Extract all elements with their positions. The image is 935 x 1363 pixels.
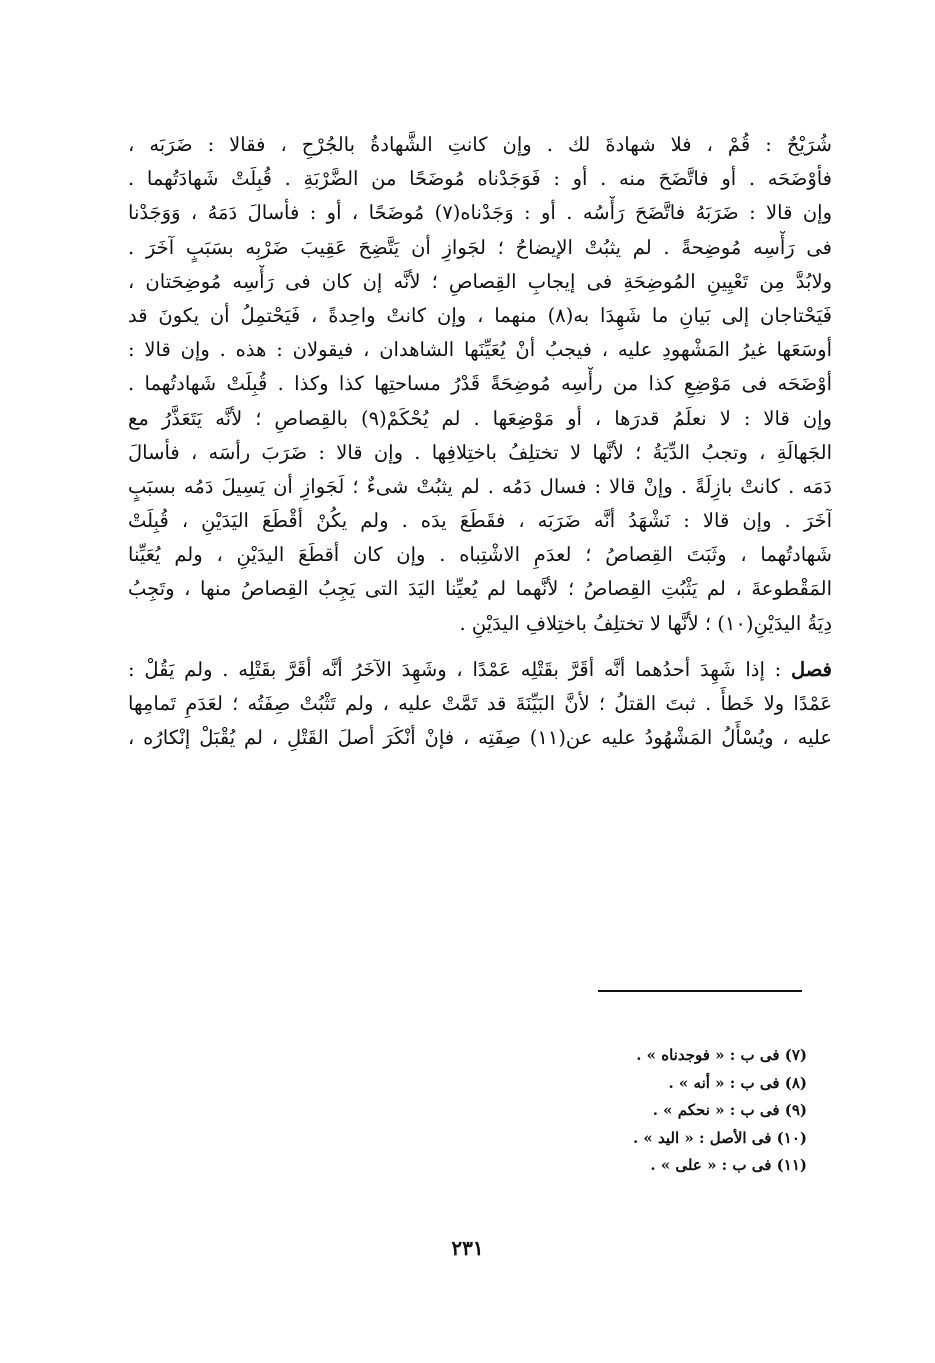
paragraph-2 xyxy=(128,653,832,756)
text-line: فأوْضَحَه . أو فاتَّضَحَ منه . أو : فَوَجَدْناه مُوضَحًا من الضَّرْبَةِ . قُبِلَتْ شَهادَتُهما . xyxy=(128,167,832,191)
text-line: دِيَةُ اليدَيْنِ(١٠) ؛ لأنَّها لا تختلِفُ باختِلافِ اليدَيْنِ . xyxy=(459,611,832,635)
footnote: (١١) فى ب : « على » . xyxy=(650,1156,807,1174)
text-line: آخَرَ . وإن قالا : نَشْهَدُ أنَّه ضَرَبَه ، فقَطَعَ يدَه . ولم يكُنْ أقْطَعَ اليَدَيْنِ ، قُبِلَتْ xyxy=(128,509,832,533)
footnote: (٩) فى ب : « نحكم » . xyxy=(652,1101,807,1119)
text-line: عليه ، ويُسْأَلُ المَشْهُودُ عليه عن(١١) صِفَتِه ، فإنْ أنْكَرَ أصلَ القَتْلِ ، لم يُقْبَلْ إنْكارُه ، xyxy=(128,726,832,750)
footnote: (٧) فى ب : « فوجدناه » . xyxy=(636,1046,807,1064)
paragraph-gap xyxy=(128,641,832,653)
text-line: فى رَأْسِه مُوضِحةً . لم يثبُتْ الإيضاحُ ؛ لجَوازِ أن يَتَّضِحَ عَقِيبَ ضَرْبِه بسَبَبٍ آخَرَ . xyxy=(128,235,832,259)
text-line: وإن قالا : ضَرَبَهُ فاتَّضَحَ رَأْسُه . أو : وَجَدْناه(٧) مُوضَحًا ، أو : فأسالَ دَمَهُ ، وَوَجَدْنا xyxy=(128,201,832,225)
footnote: (١٠) فى الأصل : « اليد » . xyxy=(632,1128,807,1147)
text-line-content: : إذا شَهِدَ أحدُهما أنَّه أقَرَّ بقَتْلِه عَمْدًا ، وشَهِدَ الآخَرُ أنَّه أقَرَّ بقَتْلِه . ولم يَقُلْ : xyxy=(128,657,782,681)
text-line: وإن قالا : لا نعلَمُ قدرَها ، أو مَوْضِعَها . لم يُحْكَمْ(٩) بالقِصاصِ ؛ لأنَّه يَتَعَذَّرُ مع xyxy=(128,406,832,430)
text-line: عَمْدًا ولا خَطأً . ثبتَ القتلُ ؛ لأنَّ البَيِّنَةَ قد تَمَّتْ عليه ، ولم تَثْبُتْ صِفَتُه ؛ لعَدَمِ تَمامِها xyxy=(128,692,832,715)
text-line: ولابُدَّ مِن تَعْيِينِ المُوضِحَةِ فى إيجابِ القِصاصِ ؛ لأنَّه إن كان فى رَأْسِه مُوضِحَتان ، xyxy=(128,269,832,293)
text-line: دَمَه . كانتْ بازِلَةً . وإنْ قالا : فسال دَمُه . لم يثبُتْ شىءٌ ؛ لَجَوازِ أن يَسِيلَ دَمُه بسبَبٍ xyxy=(128,474,832,498)
text-line: شَهادتُهما ، وثَبَتَ القِصاصُ ؛ لعدَمِ الاشْتِباه . وإن كان أقطَعَ اليدَيْنِ ، ولم يُعَيِّنا xyxy=(128,543,832,567)
paragraph-1 xyxy=(128,128,832,641)
text-line xyxy=(128,653,832,687)
footnotes xyxy=(427,1042,807,1180)
text-line: المَقْطوعةَ ، لم يَثْبُتِ القِصاصُ ؛ لأنَّهما لم يُعيِّنا اليَدَ التى يَجِبُ القِصاصُ منها ، وتَجِبُ xyxy=(128,577,832,601)
page-number: ٢٣١ xyxy=(451,1236,484,1260)
section-heading: فصل xyxy=(791,657,832,681)
text-line: أوسَعَها غيرُ المَشْهودِ عليه ، فيجبُ أنْ يُعَيِّنَها الشاهدان ، فيقولان : هذه . وإن قالا : xyxy=(128,338,832,362)
footnote: (٨) فى ب : « أنه » . xyxy=(668,1073,807,1092)
main-text xyxy=(128,128,832,755)
text-line: فَيَحْتاجان إلى بَيانِ ما شَهِدَا به(٨) منهما ، وإن كانتْ واحِدةً ، فَيَحْتمِلُ أن يكونَ قد xyxy=(128,303,832,327)
text-line: الجَهالَةِ ، وتجبُ الدِّيَةُ ؛ لأنَّها لا تختلِفُ باختِلافِها . وإن قالا : ضَرَبَ رأسَه ، فأسالَ xyxy=(128,440,832,464)
text-line: أوْضَحَه فى مَوْضِعِ كذا من رأْسِه مُوضِحَةً قَدْرُ مساحتِها كذا وكذا . قُبِلَتْ شَهادتُهما . xyxy=(128,372,832,396)
text-line: شُرَيْحٌ : قُمْ ، فلا شهادةَ لك . وإن كانتِ الشَّهادةُ بالجُرْحِ ، فقالا : ضَرَبَه ، xyxy=(128,133,832,156)
footnote-separator xyxy=(598,990,802,992)
